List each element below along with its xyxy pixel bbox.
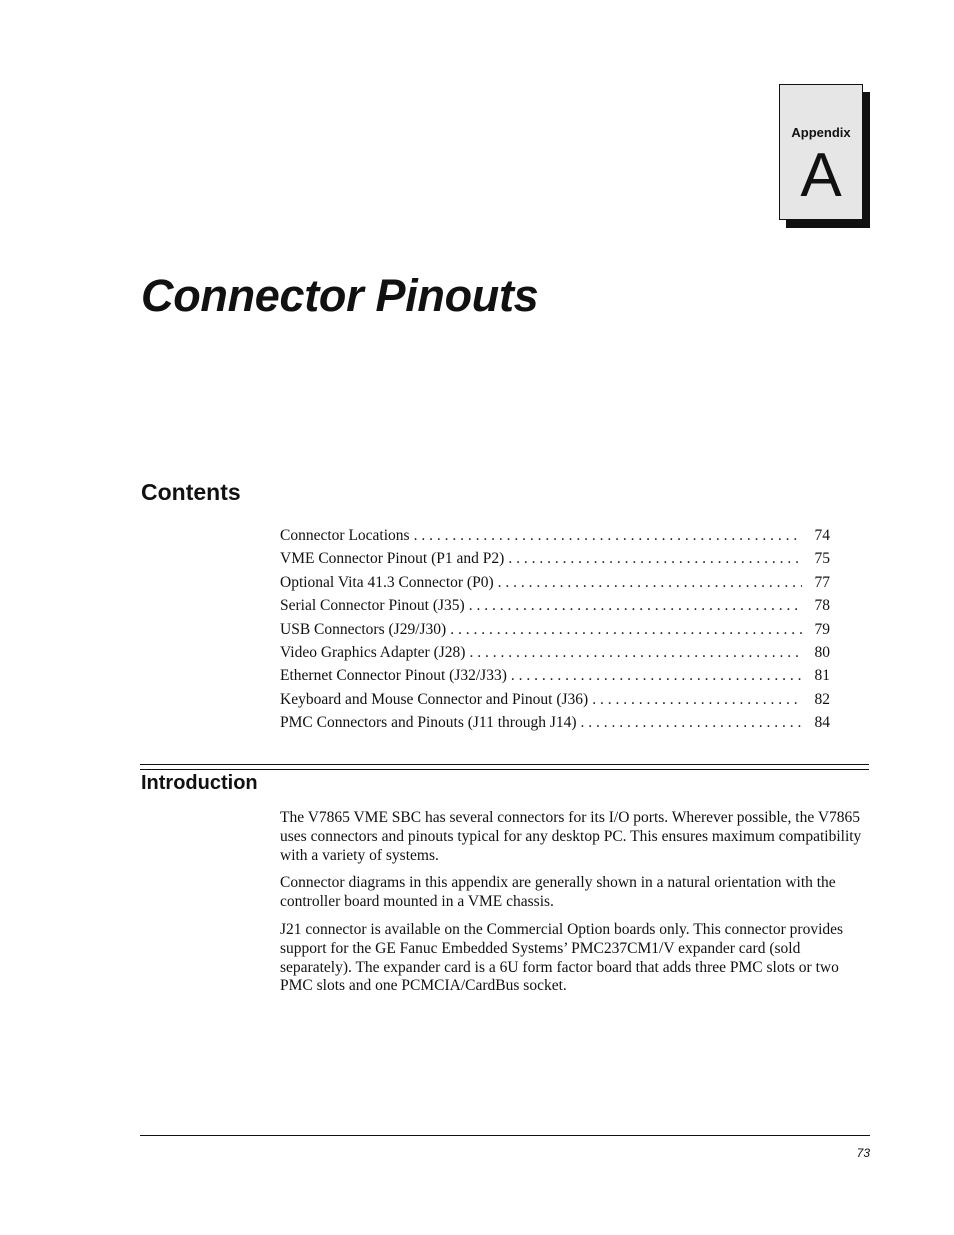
- toc-entry-page: 77: [814, 573, 830, 591]
- contents-heading: Contents: [141, 479, 241, 505]
- toc-entry[interactable]: [280, 571, 830, 594]
- toc-entry[interactable]: [280, 664, 830, 687]
- toc-entry[interactable]: [280, 594, 830, 617]
- paragraph: The V7865 VME SBC has several connectors for its I/O ports. Wherever possible, the V7865 uses connectors and pinouts typical for any desktop PC. This ensures maximum compatibility with a variety of systems.: [280, 809, 862, 864]
- toc-entry[interactable]: [280, 618, 830, 641]
- toc-entry-page: 84: [814, 714, 830, 732]
- table-of-contents: [280, 524, 830, 735]
- toc-entry-label: Serial Connector Pinout (J35): [280, 597, 465, 615]
- toc-entry-label: VME Connector Pinout (P1 and P2): [280, 550, 505, 568]
- toc-entry-page: 78: [814, 597, 830, 615]
- toc-entry-page: 74: [814, 527, 830, 544]
- toc-leader-dots: [498, 571, 802, 594]
- toc-entry-label: Connector Locations: [280, 527, 410, 544]
- toc-leader-dots: [450, 618, 802, 641]
- toc-entry[interactable]: [280, 688, 830, 711]
- toc-entry-page: 82: [814, 690, 830, 708]
- footer-divider: [140, 1135, 870, 1136]
- page-number: 73: [856, 1146, 870, 1160]
- toc-leader-dots: [414, 524, 802, 547]
- toc-leader-dots: [469, 641, 802, 664]
- page-title: Connector Pinouts: [141, 270, 539, 321]
- paragraph: J21 connector is available on the Commercial Option boards only. This connector provides support for the GE Fanuc Embedded Systems’ PMC237CM1/V expander card (sold separately). The expander card is a 6U form factor board that adds three PMC slots or two PMC slots and one PCMCIA/CardBus socket.: [280, 920, 844, 995]
- introduction-heading: Introduction: [141, 772, 258, 794]
- toc-entry-page: 79: [814, 620, 830, 638]
- toc-entry[interactable]: [280, 711, 830, 734]
- appendix-tab-label: Appendix: [791, 125, 851, 140]
- toc-entry-label: PMC Connectors and Pinouts (J11 through J14): [280, 714, 577, 732]
- toc-entry[interactable]: [280, 641, 830, 664]
- toc-entry-label: Video Graphics Adapter (J28): [280, 643, 466, 661]
- toc-leader-dots: [508, 547, 802, 570]
- appendix-tab-letter: A: [800, 141, 842, 210]
- toc-entry-page: 75: [814, 550, 830, 568]
- toc-entry[interactable]: [280, 547, 830, 570]
- toc-leader-dots: [592, 688, 802, 711]
- toc-leader-dots: [581, 711, 802, 734]
- toc-entry-label: USB Connectors (J29/J30): [280, 620, 447, 638]
- toc-entry[interactable]: [280, 524, 830, 547]
- toc-entry-label: Optional Vita 41.3 Connector (P0): [280, 573, 494, 591]
- toc-entry-label: Ethernet Connector Pinout (J32/J33): [280, 667, 507, 685]
- toc-entry-page: 81: [814, 667, 830, 685]
- appendix-tab: [779, 84, 863, 220]
- introduction-body: [280, 809, 866, 1005]
- toc-leader-dots: [511, 664, 802, 687]
- toc-entry-page: 80: [814, 643, 830, 661]
- toc-leader-dots: [469, 594, 802, 617]
- paragraph: Connector diagrams in this appendix are generally shown in a natural orientation with the controller board mounted in a VME chassis.: [280, 874, 836, 911]
- toc-entry-label: Keyboard and Mouse Connector and Pinout (J36): [280, 690, 589, 708]
